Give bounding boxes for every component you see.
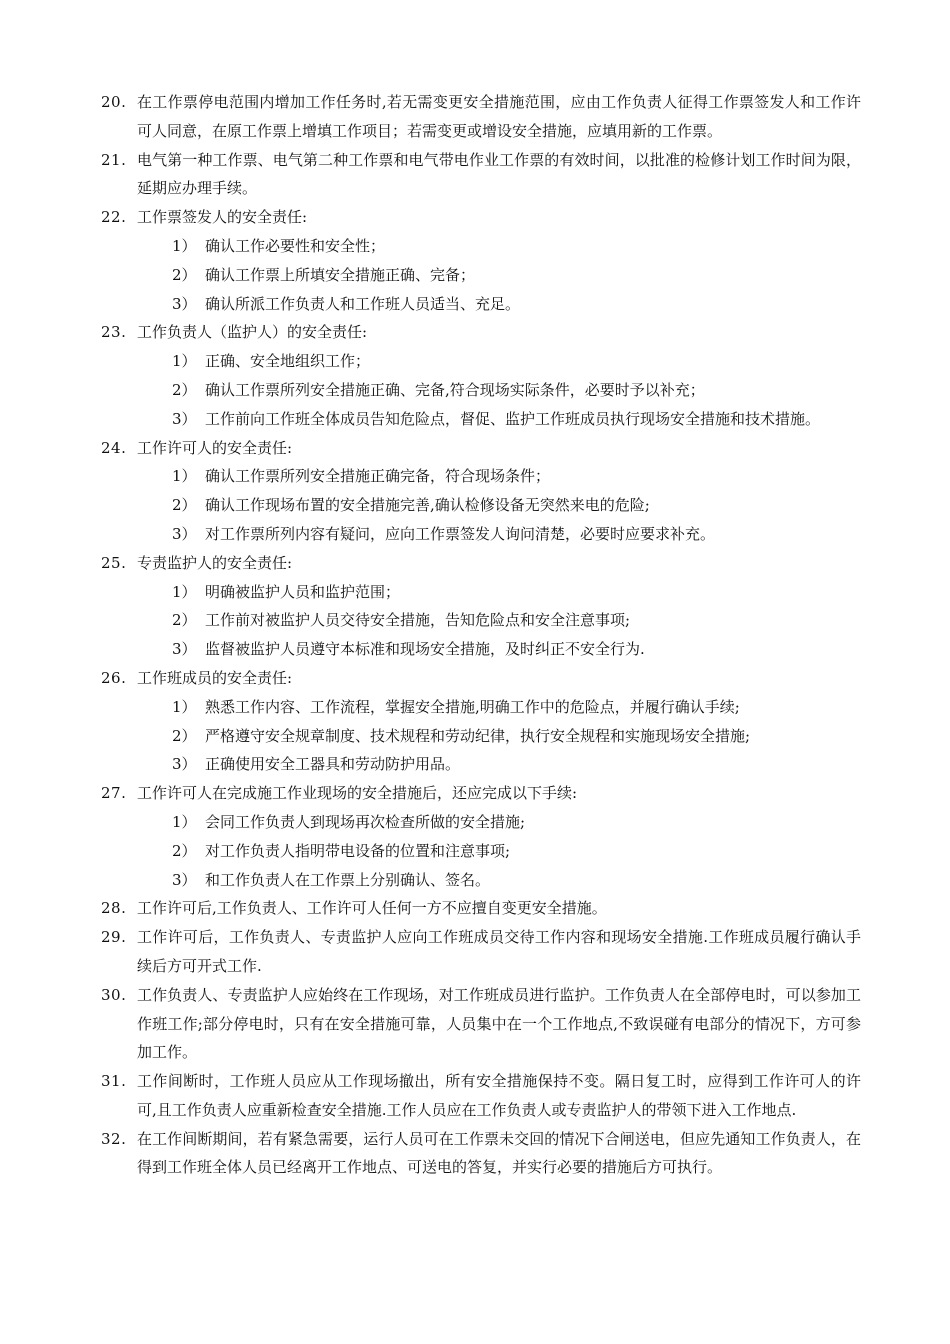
clause-text: 工作许可人在完成施工作业现场的安全措施后，还应完成以下手续: [137,784,578,803]
clause-number: 27. [101,784,127,803]
sub-item-text: 严格遵守安全规章制度、技术规程和劳动纪律，执行安全规程和实施现场安全措施; [205,726,751,745]
sub-item-number: 1） [172,236,197,255]
sub-item-text: 会同工作负责人到现场再次检查所做的安全措施; [205,812,526,831]
sub-item-text: 确认工作票所列安全措施正确、完备,符合现场实际条件，必要时予以补充； [205,380,705,399]
sub-item-number: 1） [172,352,197,371]
clause-31 [101,1067,861,1125]
sub-item-text: 正确、安全地组织工作； [205,352,371,371]
clause-21 [101,146,861,204]
clause-26 [101,664,861,693]
clause-24 [101,434,861,463]
clause-number: 24. [101,438,127,457]
sub-item [172,491,862,520]
clause-number: 25. [101,553,127,572]
clause-28 [101,894,861,923]
sub-item-number: 3） [172,294,197,313]
sub-item [172,750,862,779]
sub-item-number: 3） [172,640,197,659]
clause-number: 29. [101,928,127,947]
clause-text: 电气第一种工作票、电气第二种工作票和电气带电作业工作票的有效时间，以批准的检修计划工作时间为限，延期应办理手续。 [137,150,861,198]
sub-item-text: 对工作票所列内容有疑问，应向工作票签发人询问清楚，必要时应要求补充。 [205,524,716,543]
sub-item-number: 2） [172,265,197,284]
clause-text: 在工作票停电范围内增加工作任务时,若无需变更安全措施范围，应由工作负责人征得工作票签发人和工作许可人同意，在原工作票上增填工作项目；若需变更或增设安全措施，应填用新的工作票。 [137,93,861,140]
clause-23 [101,318,861,347]
clause-number: 21. [101,150,127,169]
sub-item [172,290,862,319]
clause-29 [101,923,861,981]
clause-number: 32. [101,1129,127,1148]
sub-item-text: 正确使用安全工器具和劳动防护用品。 [205,755,461,774]
clause-number: 31. [101,1072,127,1091]
sub-item-text: 确认工作票上所填安全措施正确、完备； [205,265,476,284]
sub-item [172,808,862,837]
sub-item-number: 2） [172,841,197,860]
sub-item-text: 和工作负责人在工作票上分别确认、签名。 [205,870,491,889]
sub-item-text: 确认工作现场布置的安全措施完善,确认检修设备无突然来电的危险; [205,496,650,515]
clause-text: 工作许可后,工作负责人、工作许可人任何一方不应擅自变更安全措施。 [137,899,607,918]
sub-item-text: 熟悉工作内容、工作流程，掌握安全措施,明确工作中的危险点，并履行确认手续; [205,697,740,716]
clause-number: 20. [101,93,127,111]
clause-text: 工作间断时，工作班人员应从工作现场撤出，所有安全措施保持不变。隔日复工时，应得到工作许可人的许可,且工作负责人应重新检查安全措施.工作人员应在工作负责人或专责监护人的带领下进入工作地点. [137,1072,861,1119]
clause-text: 工作票签发人的安全责任: [137,208,308,227]
sub-item-number: 1） [172,467,197,486]
clause-text: 专责监护人的安全责任: [137,553,293,572]
sub-item-number: 1） [172,812,197,831]
sub-item [172,606,862,635]
sub-item [172,347,862,376]
sub-item-number: 3） [172,755,197,774]
sub-item [172,232,862,261]
clause-text: 工作班成员的安全责任: [137,668,293,687]
document-page [0,88,950,1182]
clause-number: 28. [101,899,127,918]
clause-30 [101,981,861,1067]
sub-item-text: 对工作负责人指明带电设备的位置和注意事项; [205,841,511,860]
sub-item-number: 2） [172,496,197,515]
sub-item-text: 工作前向工作班全体成员告知危险点，督促、监护工作班成员执行现场安全措施和技术措施。 [205,409,821,428]
sub-item [172,405,862,434]
sub-item [172,866,862,895]
clause-22 [101,203,861,232]
sub-item [172,520,862,549]
clause-text: 工作许可人的安全责任: [137,438,293,457]
clause-20 [101,88,861,146]
sub-item [172,578,862,607]
sub-item [172,722,862,751]
sub-item-text: 确认工作票所列安全措施正确完备，符合现场条件； [205,467,551,486]
sub-item-text: 监督被监护人员遵守本标准和现场安全措施，及时纠正不安全行为. [205,640,645,659]
clause-text: 工作负责人（监护人）的安全责任: [137,323,368,342]
clause-text: 工作许可后，工作负责人、专责监护人应向工作班成员交待工作内容和现场安全措施.工作班成员履行确认手续后方可开式工作. [137,928,861,975]
sub-item [172,837,862,866]
sub-item-number: 3） [172,409,197,428]
sub-item-number: 2） [172,611,197,630]
sub-item [172,693,862,722]
sub-item-text: 明确被监护人员和监护范围； [205,582,401,601]
clause-text: 在工作间断期间，若有紧急需要，运行人员可在工作票未交回的情况下合闸送电，但应先通知工作负责人，在得到工作班全体人员已经离开工作地点、可送电的答复，并实行必要的措施后方可执行。 [137,1129,861,1177]
sub-item [172,261,862,290]
sub-item [172,376,862,405]
sub-item-text: 确认工作必要性和安全性； [205,236,386,255]
clause-number: 23. [101,323,127,342]
clause-32 [101,1125,861,1183]
sub-item-number: 1） [172,582,197,601]
clause-number: 22. [101,208,127,227]
clause-number: 30. [101,985,127,1004]
clause-number: 26. [101,668,127,687]
sub-item [172,635,862,664]
sub-item-text: 工作前对被监护人员交待安全措施，告知危险点和安全注意事项; [205,611,631,630]
clause-25 [101,549,861,578]
sub-item-number: 3） [172,524,197,543]
sub-item-number: 2） [172,726,197,745]
clause-27 [101,779,861,808]
sub-item [172,462,862,491]
sub-item-number: 2） [172,380,197,399]
sub-item-number: 1） [172,697,197,716]
sub-item-text: 确认所派工作负责人和工作班人员适当、充足。 [205,294,521,313]
sub-item-number: 3） [172,870,197,889]
clause-text: 工作负责人、专责监护人应始终在工作现场，对工作班成员进行监护。工作负责人在全部停电时，可以参加工作班工作;部分停电时，只有在安全措施可靠，人员集中在一个工作地点,不致误碰有电部分的情况下，方可参加工作。 [137,985,861,1062]
